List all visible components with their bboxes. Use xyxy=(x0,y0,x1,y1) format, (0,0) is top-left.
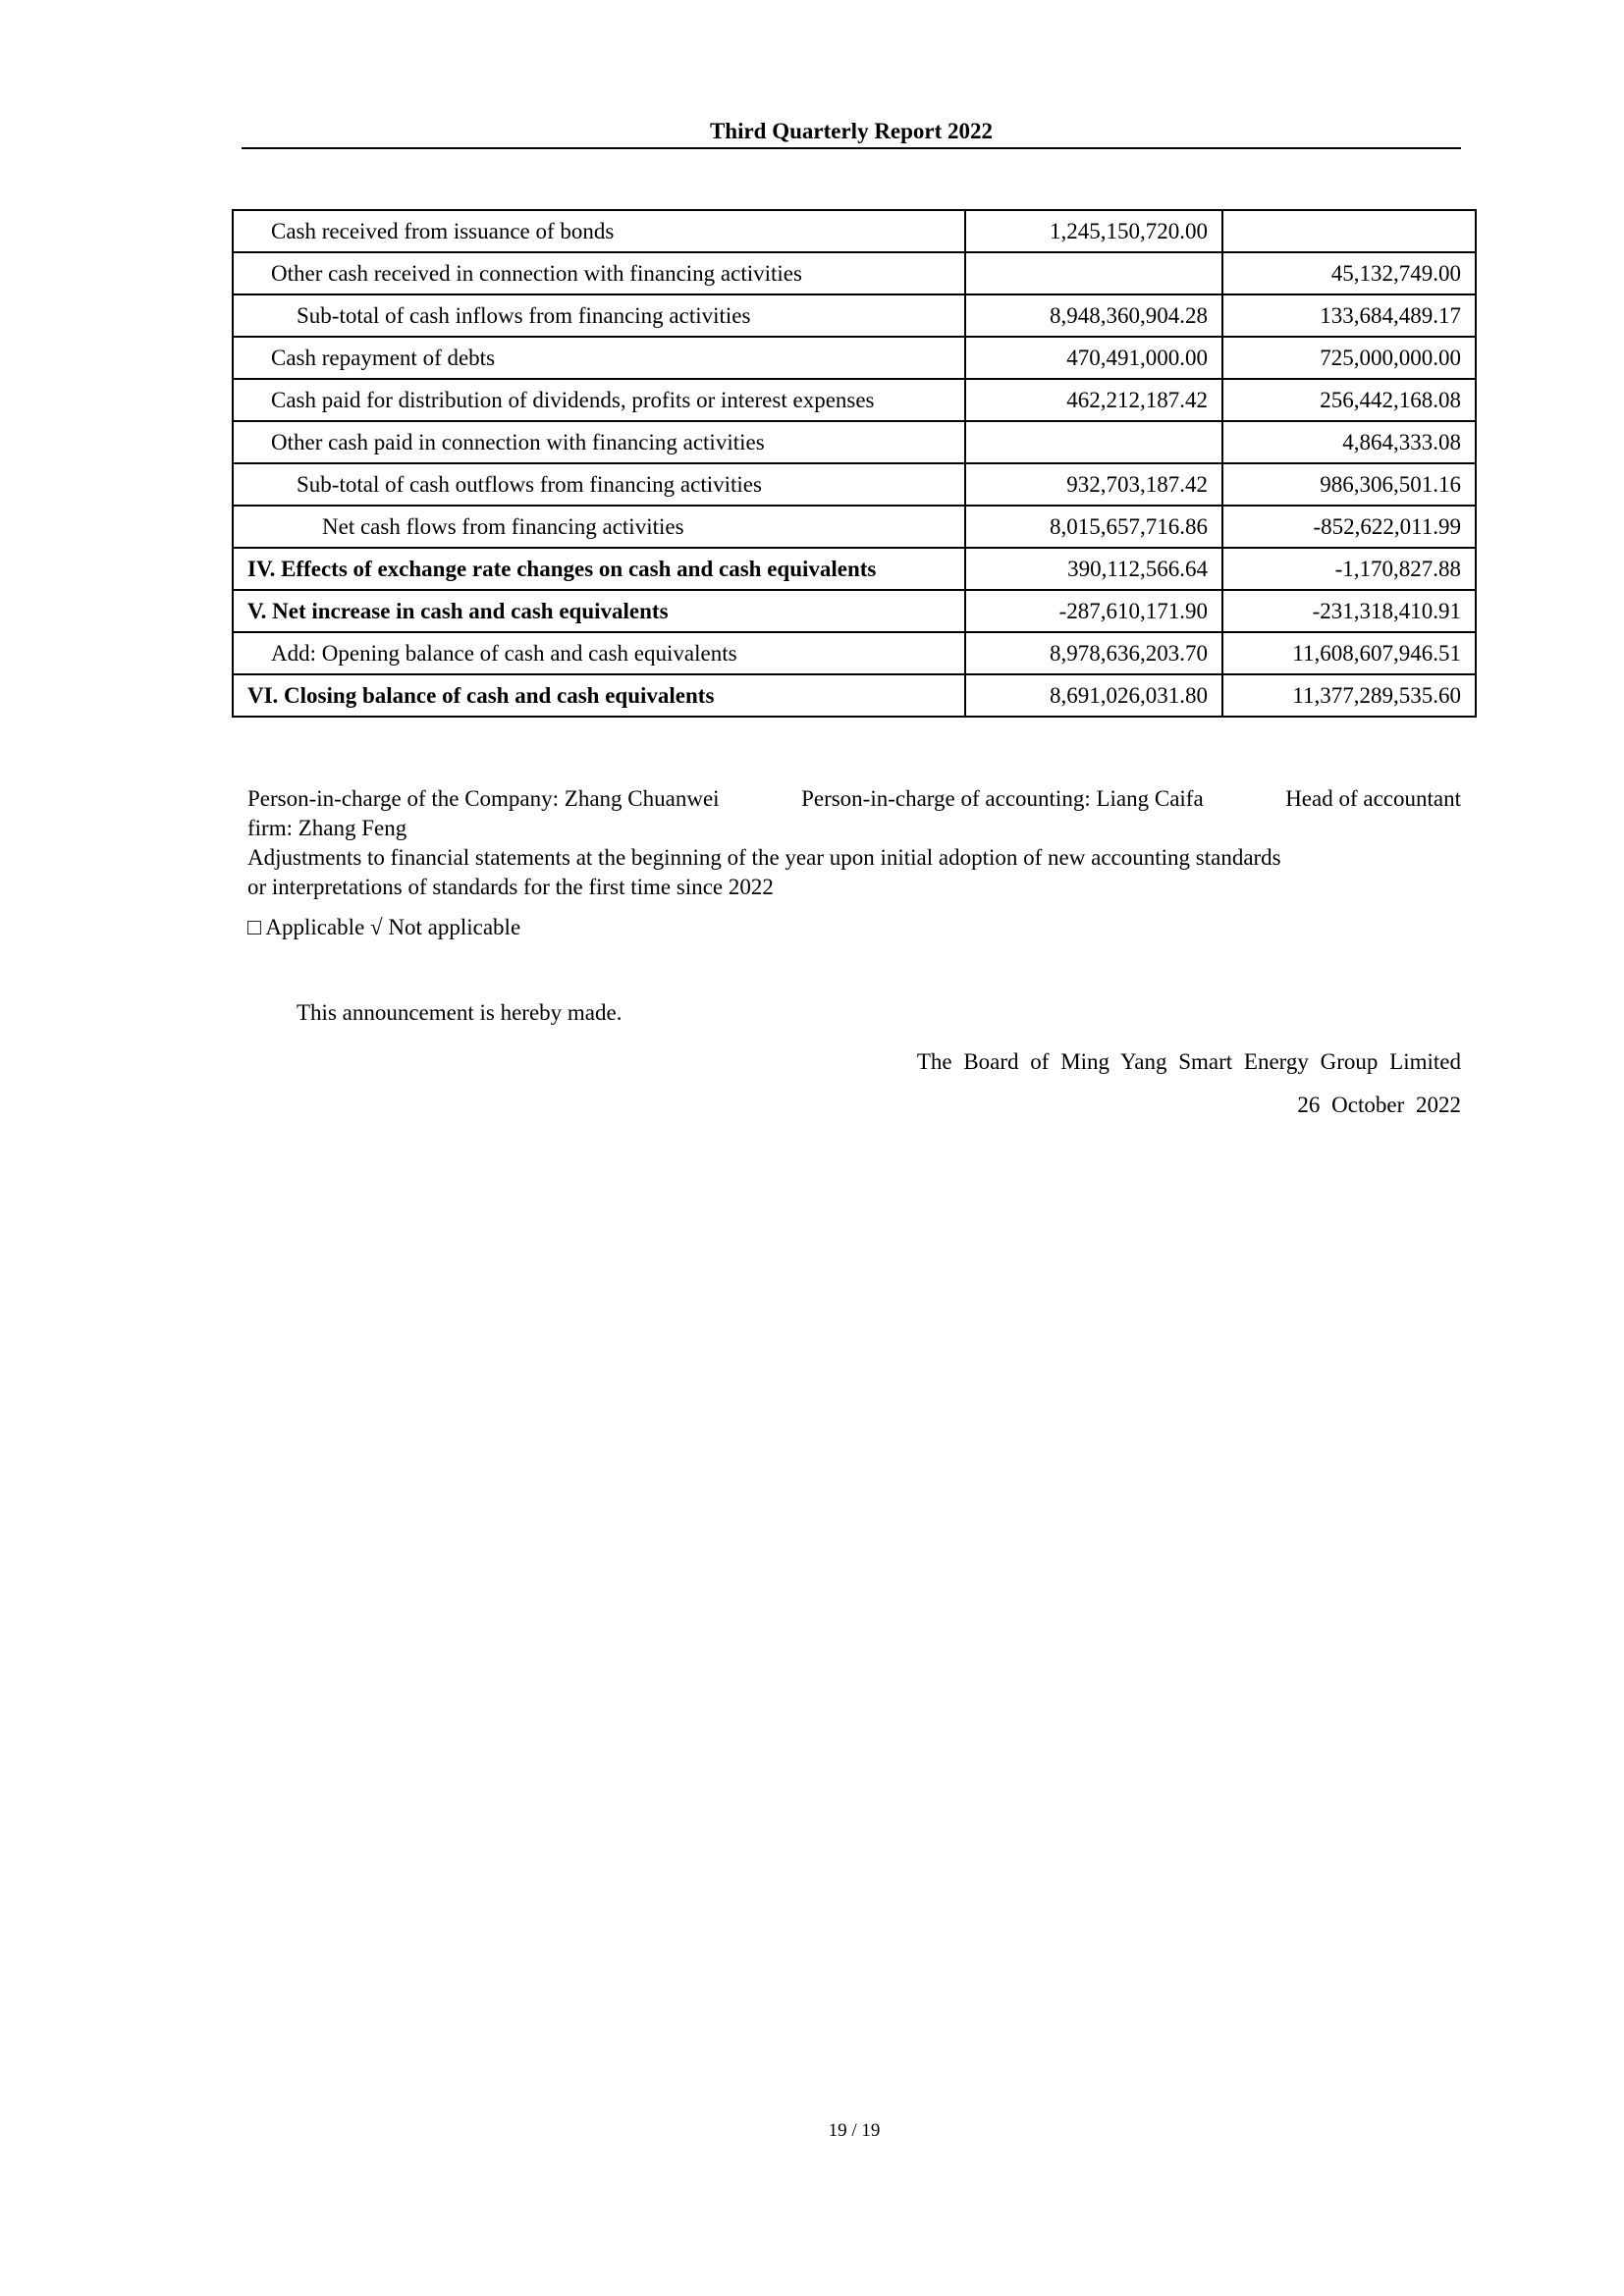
table-row xyxy=(233,590,1476,632)
table-row xyxy=(233,506,1476,548)
table-row xyxy=(233,463,1476,506)
table-row xyxy=(233,379,1476,421)
previous-period-value: -852,622,011.99 xyxy=(1222,506,1476,548)
board-name: The Board of Ming Yang Smart Energy Group Limited xyxy=(916,1049,1461,1074)
table-row xyxy=(233,210,1476,252)
row-label: Net cash flows from financing activities xyxy=(233,506,965,548)
page-header-title: Third Quarterly Report 2022 xyxy=(709,119,994,143)
person-in-charge-company: Person-in-charge of the Company: Zhang Chuanwei xyxy=(247,786,720,811)
table-row xyxy=(233,674,1476,717)
current-period-value: 470,491,000.00 xyxy=(965,337,1222,379)
adjustments-note-line-2: or interpretations of standards for the first time since 2022 xyxy=(247,875,774,899)
current-period-value: 8,978,636,203.70 xyxy=(965,632,1222,674)
row-label: Other cash received in connection with financing activities xyxy=(233,252,965,294)
board-signature xyxy=(785,1041,1461,1127)
header-divider xyxy=(242,147,1461,149)
table-row xyxy=(233,252,1476,294)
table-row xyxy=(233,421,1476,463)
table-row xyxy=(233,548,1476,590)
current-period-value: 462,212,187.42 xyxy=(965,379,1222,421)
applicability-checkbox-text: □ Applicable √ Not applicable xyxy=(247,915,521,939)
previous-period-value: 11,377,289,535.60 xyxy=(1222,674,1476,717)
current-period-value: 8,948,360,904.28 xyxy=(965,294,1222,337)
current-period-value: 1,245,150,720.00 xyxy=(965,210,1222,252)
current-period-value: 8,015,657,716.86 xyxy=(965,506,1222,548)
current-period-value xyxy=(965,421,1222,463)
previous-period-value: -1,170,827.88 xyxy=(1222,548,1476,590)
previous-period-value: 133,684,489.17 xyxy=(1222,294,1476,337)
table-row xyxy=(233,337,1476,379)
table-row xyxy=(233,632,1476,674)
head-of-accountant-firm-label: Head of accountant xyxy=(1285,786,1461,811)
row-label: Cash paid for distribution of dividends, profits or interest expenses xyxy=(233,379,965,421)
current-period-value: -287,610,171.90 xyxy=(965,590,1222,632)
previous-period-value: 4,864,333.08 xyxy=(1222,421,1476,463)
signatories-line xyxy=(247,784,1461,814)
row-label: IV. Effects of exchange rate changes on cash and cash equivalents xyxy=(233,548,965,590)
row-label: VI. Closing balance of cash and cash equivalents xyxy=(233,674,965,717)
previous-period-value xyxy=(1222,210,1476,252)
row-label: Cash received from issuance of bonds xyxy=(233,210,965,252)
row-label: Add: Opening balance of cash and cash equivalents xyxy=(233,632,965,674)
previous-period-value: 256,442,168.08 xyxy=(1222,379,1476,421)
row-label: Other cash paid in connection with financing activities xyxy=(233,421,965,463)
cash-flow-table xyxy=(232,209,1477,718)
announcement-text: This announcement is hereby made. xyxy=(297,1000,623,1025)
page-number: 19 / 19 xyxy=(828,2120,881,2141)
cash-flow-table-body xyxy=(233,210,1476,717)
person-in-charge-accounting: Person-in-charge of accounting: Liang Caifa xyxy=(801,786,1204,811)
adjustments-note-line-1: Adjustments to financial statements at the beginning of the year upon initial adoption of new accounting standards xyxy=(247,845,1281,870)
previous-period-value: 45,132,749.00 xyxy=(1222,252,1476,294)
current-period-value: 932,703,187.42 xyxy=(965,463,1222,506)
previous-period-value: 11,608,607,946.51 xyxy=(1222,632,1476,674)
previous-period-value: 986,306,501.16 xyxy=(1222,463,1476,506)
previous-period-value: 725,000,000.00 xyxy=(1222,337,1476,379)
row-label: Sub-total of cash outflows from financing activities xyxy=(233,463,965,506)
row-label: V. Net increase in cash and cash equivalents xyxy=(233,590,965,632)
announcement-date: 26 October 2022 xyxy=(1297,1093,1461,1117)
current-period-value: 390,112,566.64 xyxy=(965,548,1222,590)
previous-period-value: -231,318,410.91 xyxy=(1222,590,1476,632)
current-period-value xyxy=(965,252,1222,294)
row-label: Sub-total of cash inflows from financing activities xyxy=(233,294,965,337)
table-row xyxy=(233,294,1476,337)
head-of-accountant-firm-name: firm: Zhang Feng xyxy=(247,816,407,840)
current-period-value: 8,691,026,031.80 xyxy=(965,674,1222,717)
row-label: Cash repayment of debts xyxy=(233,337,965,379)
signatories-block xyxy=(247,784,1461,902)
